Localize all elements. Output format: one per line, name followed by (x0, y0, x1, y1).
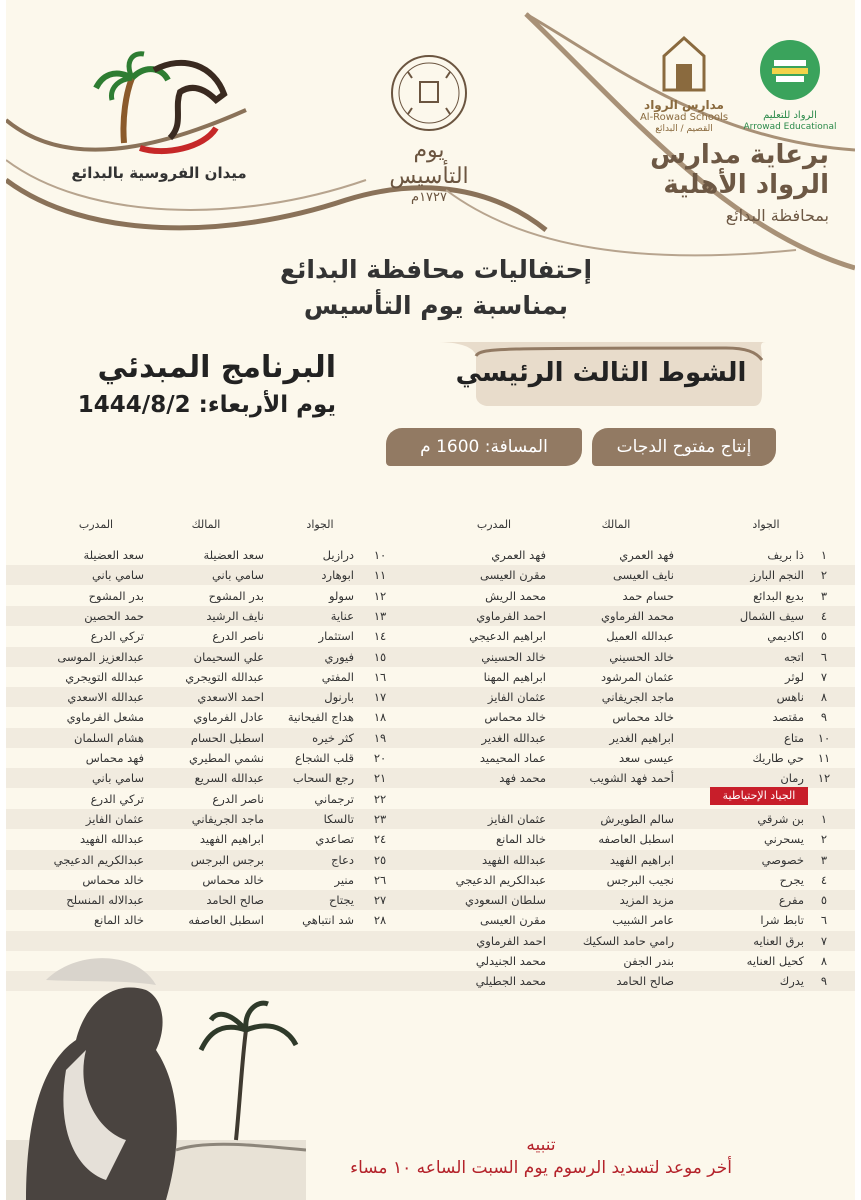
owner-name: خالد محماس (612, 710, 674, 725)
owner-name: اسطبل العاصفه (598, 832, 674, 847)
table-row (6, 687, 855, 707)
entry-number: ٢٥ (373, 852, 387, 867)
table-row (6, 748, 855, 768)
entry-number: ١١ (373, 568, 387, 583)
trainer-name: عثمان الفايز (85, 811, 144, 826)
equestrian-caption: ميدان الفروسية بالبدائع (71, 164, 247, 182)
header-horse-left: الجواد (306, 518, 334, 531)
trainer-name: خالد الحسيني (481, 649, 546, 664)
school-name-en: Al-Rowad Schools (639, 112, 729, 123)
owner-name: عبدالله العميل (606, 629, 674, 644)
owner-name: أحمد فهد الشويب (589, 771, 674, 786)
trainer-name: ابراهيم الدعيجي (469, 629, 546, 644)
trainer-name: مقرن العيسى (480, 913, 546, 928)
horse-name: تصاعدي (315, 832, 354, 847)
trainer-name: سامي باني (91, 568, 144, 583)
trainer-name: عبدالله الاسعدي (67, 690, 144, 705)
distance-pill: المسافة: 1600 م (386, 428, 582, 466)
entry-number: ١٢ (373, 588, 387, 603)
horse-palm-icon (84, 48, 234, 158)
poster (6, 0, 855, 1200)
entry-number: ٢ (820, 832, 828, 847)
program-title: البرنامج المبدئي (97, 350, 336, 385)
seal-year: ١٧٢٧م (411, 190, 447, 205)
table-row (6, 626, 855, 646)
trainer-name: محمد الجطيلي (475, 974, 546, 989)
entry-number: ٢٧ (373, 893, 387, 908)
owner-name: سالم الطويرش (600, 811, 674, 826)
trainer-name: فهد محماس (85, 751, 144, 765)
entry-number: ٧ (820, 669, 828, 684)
trainer-name: عبدالكريم الدعيجي (53, 852, 144, 867)
horse-name: منير (334, 872, 354, 887)
table-row (6, 647, 855, 667)
entry-number: ٤ (820, 608, 828, 623)
round-title: الشوط الثالث الرئيسي (455, 358, 747, 388)
trainer-name: هشام السلمان (74, 730, 144, 745)
horse-name: رمان (780, 771, 804, 786)
owner-name: رامي حامد السكيك (582, 933, 674, 948)
horse-name: اتجه (784, 649, 804, 664)
table-row (6, 870, 855, 890)
owner-name: صالح الحامد (206, 893, 264, 908)
entry-number: ٧ (820, 933, 828, 948)
sponsor-line-2: الرواد الأهلية (663, 170, 829, 200)
horse-name: عناية (330, 608, 354, 623)
entry-number: ٢٦ (373, 872, 387, 887)
trainer-name: سلطان السعودي (464, 893, 546, 908)
table-row (6, 565, 855, 585)
owner-name: برجس البرجس (190, 852, 264, 867)
entry-number: ٨ (820, 690, 828, 705)
trainer-name: حمد الحصين (84, 608, 144, 623)
entry-number: ١٣ (373, 608, 387, 623)
owner-name: سعد العضيلة (203, 548, 264, 562)
horse-name: كحيل العنايه (746, 954, 804, 968)
owner-name: عادل الفرماوي (193, 710, 264, 725)
horse-name: يدرك (779, 974, 804, 989)
trainer-name: عبدالعزيز الموسى (57, 649, 144, 664)
entry-number: ٢٢ (373, 791, 387, 806)
owner-name: حسام حمد (622, 588, 674, 603)
trainer-name: محمد الجنيدلي (475, 954, 546, 968)
horse-name: يجتاح (328, 893, 354, 908)
table-row (6, 890, 855, 910)
trainer-name: تركي الدرع (90, 791, 144, 806)
owner-name: ابراهيم الفهيد (609, 852, 674, 867)
entry-number: ١ (820, 548, 828, 562)
entry-number: ٨ (820, 954, 828, 968)
entry-number: ٦ (820, 913, 828, 928)
entry-number: ٩ (820, 710, 828, 725)
program-date: يوم الأربعاء: 1444/8/2 (77, 392, 336, 418)
horse-name: هداج الفيحانية (287, 710, 354, 725)
owner-name: ناصر الدرع (212, 791, 264, 806)
category-pill: إنتاج مفتوح الدجات (592, 428, 776, 466)
header-horse-right: الجواد (752, 518, 780, 531)
header-trainer-left: المدرب (78, 518, 114, 531)
entry-number: ٢٠ (373, 751, 387, 765)
owner-name: اسطبل الحسام (190, 730, 264, 745)
trainer-name: عبدالكريم الدعيجي (455, 872, 546, 887)
header-trainer-right: المدرب (476, 518, 512, 531)
books-icon (758, 38, 822, 102)
trainer-name: بدر المشوح (88, 588, 144, 603)
trainer-name: خالد محماس (484, 710, 546, 725)
trainer-name: احمد الفرماوي (476, 933, 546, 948)
entry-number: ١٠ (373, 548, 387, 562)
owner-name: اسطبل العاصفه (188, 913, 264, 928)
entry-number: ١٥ (373, 649, 387, 664)
horse-name: كثر خيره (312, 730, 354, 745)
entry-number: ١٢ (817, 771, 831, 786)
owner-name: نشمي المطيري (189, 751, 264, 765)
horse-name: يجرح (779, 872, 804, 887)
horse-name: بارنول (324, 690, 354, 705)
owner-name: ماجد الجريفاني (191, 811, 264, 826)
owner-name: خالد محماس (202, 872, 264, 887)
owner-name: بدر المشوح (208, 588, 264, 603)
notice-block (326, 1134, 756, 1180)
sponsor-line-3: بمحافظة البدائع (725, 206, 829, 225)
table-row (6, 850, 855, 870)
table-row (6, 809, 855, 829)
table-row (6, 606, 855, 626)
entry-number: ٦ (820, 649, 828, 664)
school-name-ar: مدارس الرواد (644, 98, 724, 112)
header-owner-left: المالك (191, 518, 221, 531)
trainer-name: خالد المانع (496, 832, 546, 847)
owner-name: بندر الجفن (623, 954, 674, 968)
horse-name: ابوهارد (321, 568, 354, 583)
horse-name: درازيل (322, 548, 354, 562)
horse-name: برق العنايه (753, 933, 804, 948)
notice-title: تنبيه (526, 1135, 556, 1155)
horse-name: شد انتباهي (302, 913, 354, 928)
owner-name: عبدالله التويجري (185, 669, 264, 684)
owner-name: سامي باني (211, 568, 264, 583)
horse-name: تالسكا (323, 811, 354, 826)
owner-name: مزيد المزيد (619, 893, 674, 908)
sponsor-line-1: برعاية مدارس (650, 140, 829, 170)
event-title (206, 252, 666, 324)
horse-name: ناهس (776, 690, 804, 705)
school-place: القصيم / البدائع (655, 124, 713, 134)
horse-name: مقتصد (772, 710, 804, 725)
trainer-name: تركي الدرع (90, 629, 144, 644)
owner-name: ابراهيم الغدير (609, 730, 674, 745)
entry-number: ١٦ (373, 669, 387, 684)
table-row (6, 707, 855, 727)
trainer-name: فهد العمري (491, 548, 546, 562)
entry-number: ٤ (820, 872, 828, 887)
table-row (6, 829, 855, 849)
table-row (6, 768, 855, 788)
table-row (6, 667, 855, 687)
trainer-name: عماد المحيميد (479, 751, 546, 765)
owner-name: ناصر الدرع (212, 629, 264, 644)
owner-name: خالد الحسيني (609, 649, 674, 664)
horse-name: متاع (784, 730, 804, 745)
sponsor-block (569, 140, 829, 228)
entry-number: ١٠ (817, 730, 831, 745)
owner-name: نايف العيسى (612, 568, 674, 583)
notice-text: أخر موعد لتسديد الرسوم يوم السبت الساعه ١٠ مساء (350, 1158, 732, 1178)
trainer-name: خالد محماس (82, 872, 144, 887)
horseman-photo (6, 940, 306, 1200)
horse-name: بديع البدائع (753, 588, 804, 603)
trainer-name: عثمان الفايز (487, 690, 546, 705)
trainer-name: عبدالله الفهيد (79, 832, 144, 847)
horse-name: قلب الشجاع (295, 751, 354, 765)
entry-number: ٢١ (373, 771, 387, 786)
entry-number: ٥ (820, 893, 828, 908)
founding-day-seal (384, 52, 474, 205)
entry-number: ١٩ (373, 730, 387, 745)
edu-name-en: Arrowad Educational (743, 122, 837, 132)
horse-name: ترجماني (314, 791, 354, 806)
entry-number: ٢ (820, 568, 828, 583)
horse-name: مفرع (778, 893, 804, 908)
trainer-name: ابراهيم المهنا (483, 669, 546, 684)
education-logo (740, 38, 840, 133)
horse-name: سولو (328, 588, 354, 603)
table-row (6, 586, 855, 606)
header-owner-right: المالك (601, 518, 631, 531)
horse-name: خصوصي (761, 852, 804, 867)
owner-name: نايف الرشيد (206, 608, 264, 623)
horse-name: حي طاريك (752, 751, 804, 765)
horse-name: فيوري (324, 649, 354, 664)
entry-number: ٢٤ (373, 832, 387, 847)
entry-number: ٢٨ (373, 913, 387, 928)
trainer-name: عبدالله الفهيد (481, 852, 546, 867)
owner-name: احمد الاسعدي (197, 690, 264, 705)
horse-name: بن شرقي (757, 811, 804, 826)
trainer-name: مقرن العيسى (480, 568, 546, 583)
event-title-line-2: بمناسبة يوم التأسيس (303, 291, 569, 320)
horse-name: سيف الشمال (739, 608, 804, 623)
horse-name: استثمار (318, 629, 354, 644)
owner-name: عبدالله السريع (194, 771, 264, 786)
horse-name: تابط شرا (760, 913, 804, 928)
entry-number: ١ (820, 811, 828, 826)
entry-number: ٥ (820, 629, 828, 644)
horse-name: اكاديمي (767, 629, 804, 644)
owner-name: عثمان المرشود (601, 669, 674, 684)
trainer-name: عثمان الفايز (487, 811, 546, 826)
trainer-name: محمد الريش (485, 588, 546, 603)
entry-number: ١٧ (373, 690, 387, 705)
entry-number: ١٤ (373, 629, 387, 644)
owner-name: محمد الفرماوي (600, 608, 674, 623)
horse-name: النجم البارز (750, 568, 804, 583)
trainer-name: عبدالله التويجري (65, 669, 144, 684)
seal-emblem-icon (388, 52, 470, 134)
owner-name: ابراهيم الفهيد (199, 832, 264, 847)
table-row (6, 545, 855, 565)
event-title-line-1: إحتفاليات محافظة البدائع (279, 255, 593, 284)
round-banner (436, 340, 766, 410)
trainer-name: مشعل الفرماوي (66, 710, 144, 725)
reserve-label: الجياد الإحتياطية (710, 787, 808, 805)
horse-name: يسحرني (763, 832, 804, 847)
horse-name: المفتي (321, 669, 354, 684)
school-logo (634, 34, 734, 135)
trainer-name: عبدالاله المنسلح (66, 893, 144, 908)
entry-number: ١٨ (373, 710, 387, 725)
owner-name: نجيب البرجس (606, 872, 674, 887)
horse-name: رجع السحاب (292, 771, 354, 786)
trainer-name: عبدالله الغدير (481, 730, 546, 745)
table-row (6, 910, 855, 930)
owner-name: عيسى سعد (618, 751, 674, 765)
entry-number: ١١ (817, 751, 831, 765)
trainer-name: محمد فهد (499, 771, 546, 786)
horse-name: دعاج (331, 852, 354, 867)
trainer-name: احمد الفرماوي (476, 608, 546, 623)
horse-name: لوثر (785, 669, 804, 684)
entry-number: ٩ (820, 974, 828, 989)
owner-name: ماجد الجريفاني (601, 690, 674, 705)
horse-name: ذا بريف (767, 548, 804, 562)
equestrian-logo (64, 48, 254, 182)
school-crest-icon (656, 34, 712, 94)
trainer-name: سعد العضيلة (83, 548, 144, 562)
trainer-name: سامي باني (91, 771, 144, 786)
owner-name: صالح الحامد (616, 974, 674, 989)
trainer-name: خالد المانع (94, 913, 144, 928)
seal-text: يوم التأسيس (389, 138, 469, 189)
entry-number: ٣ (820, 588, 828, 603)
entry-number: ٢٣ (373, 811, 387, 826)
entry-number: ٣ (820, 852, 828, 867)
owner-name: علي السحيمان (193, 649, 264, 664)
owner-name: فهد العمري (619, 548, 674, 562)
table-row (6, 728, 855, 748)
edu-name-ar: الرواد للتعليم (763, 110, 817, 121)
owner-name: عامر الشبيب (612, 913, 674, 928)
